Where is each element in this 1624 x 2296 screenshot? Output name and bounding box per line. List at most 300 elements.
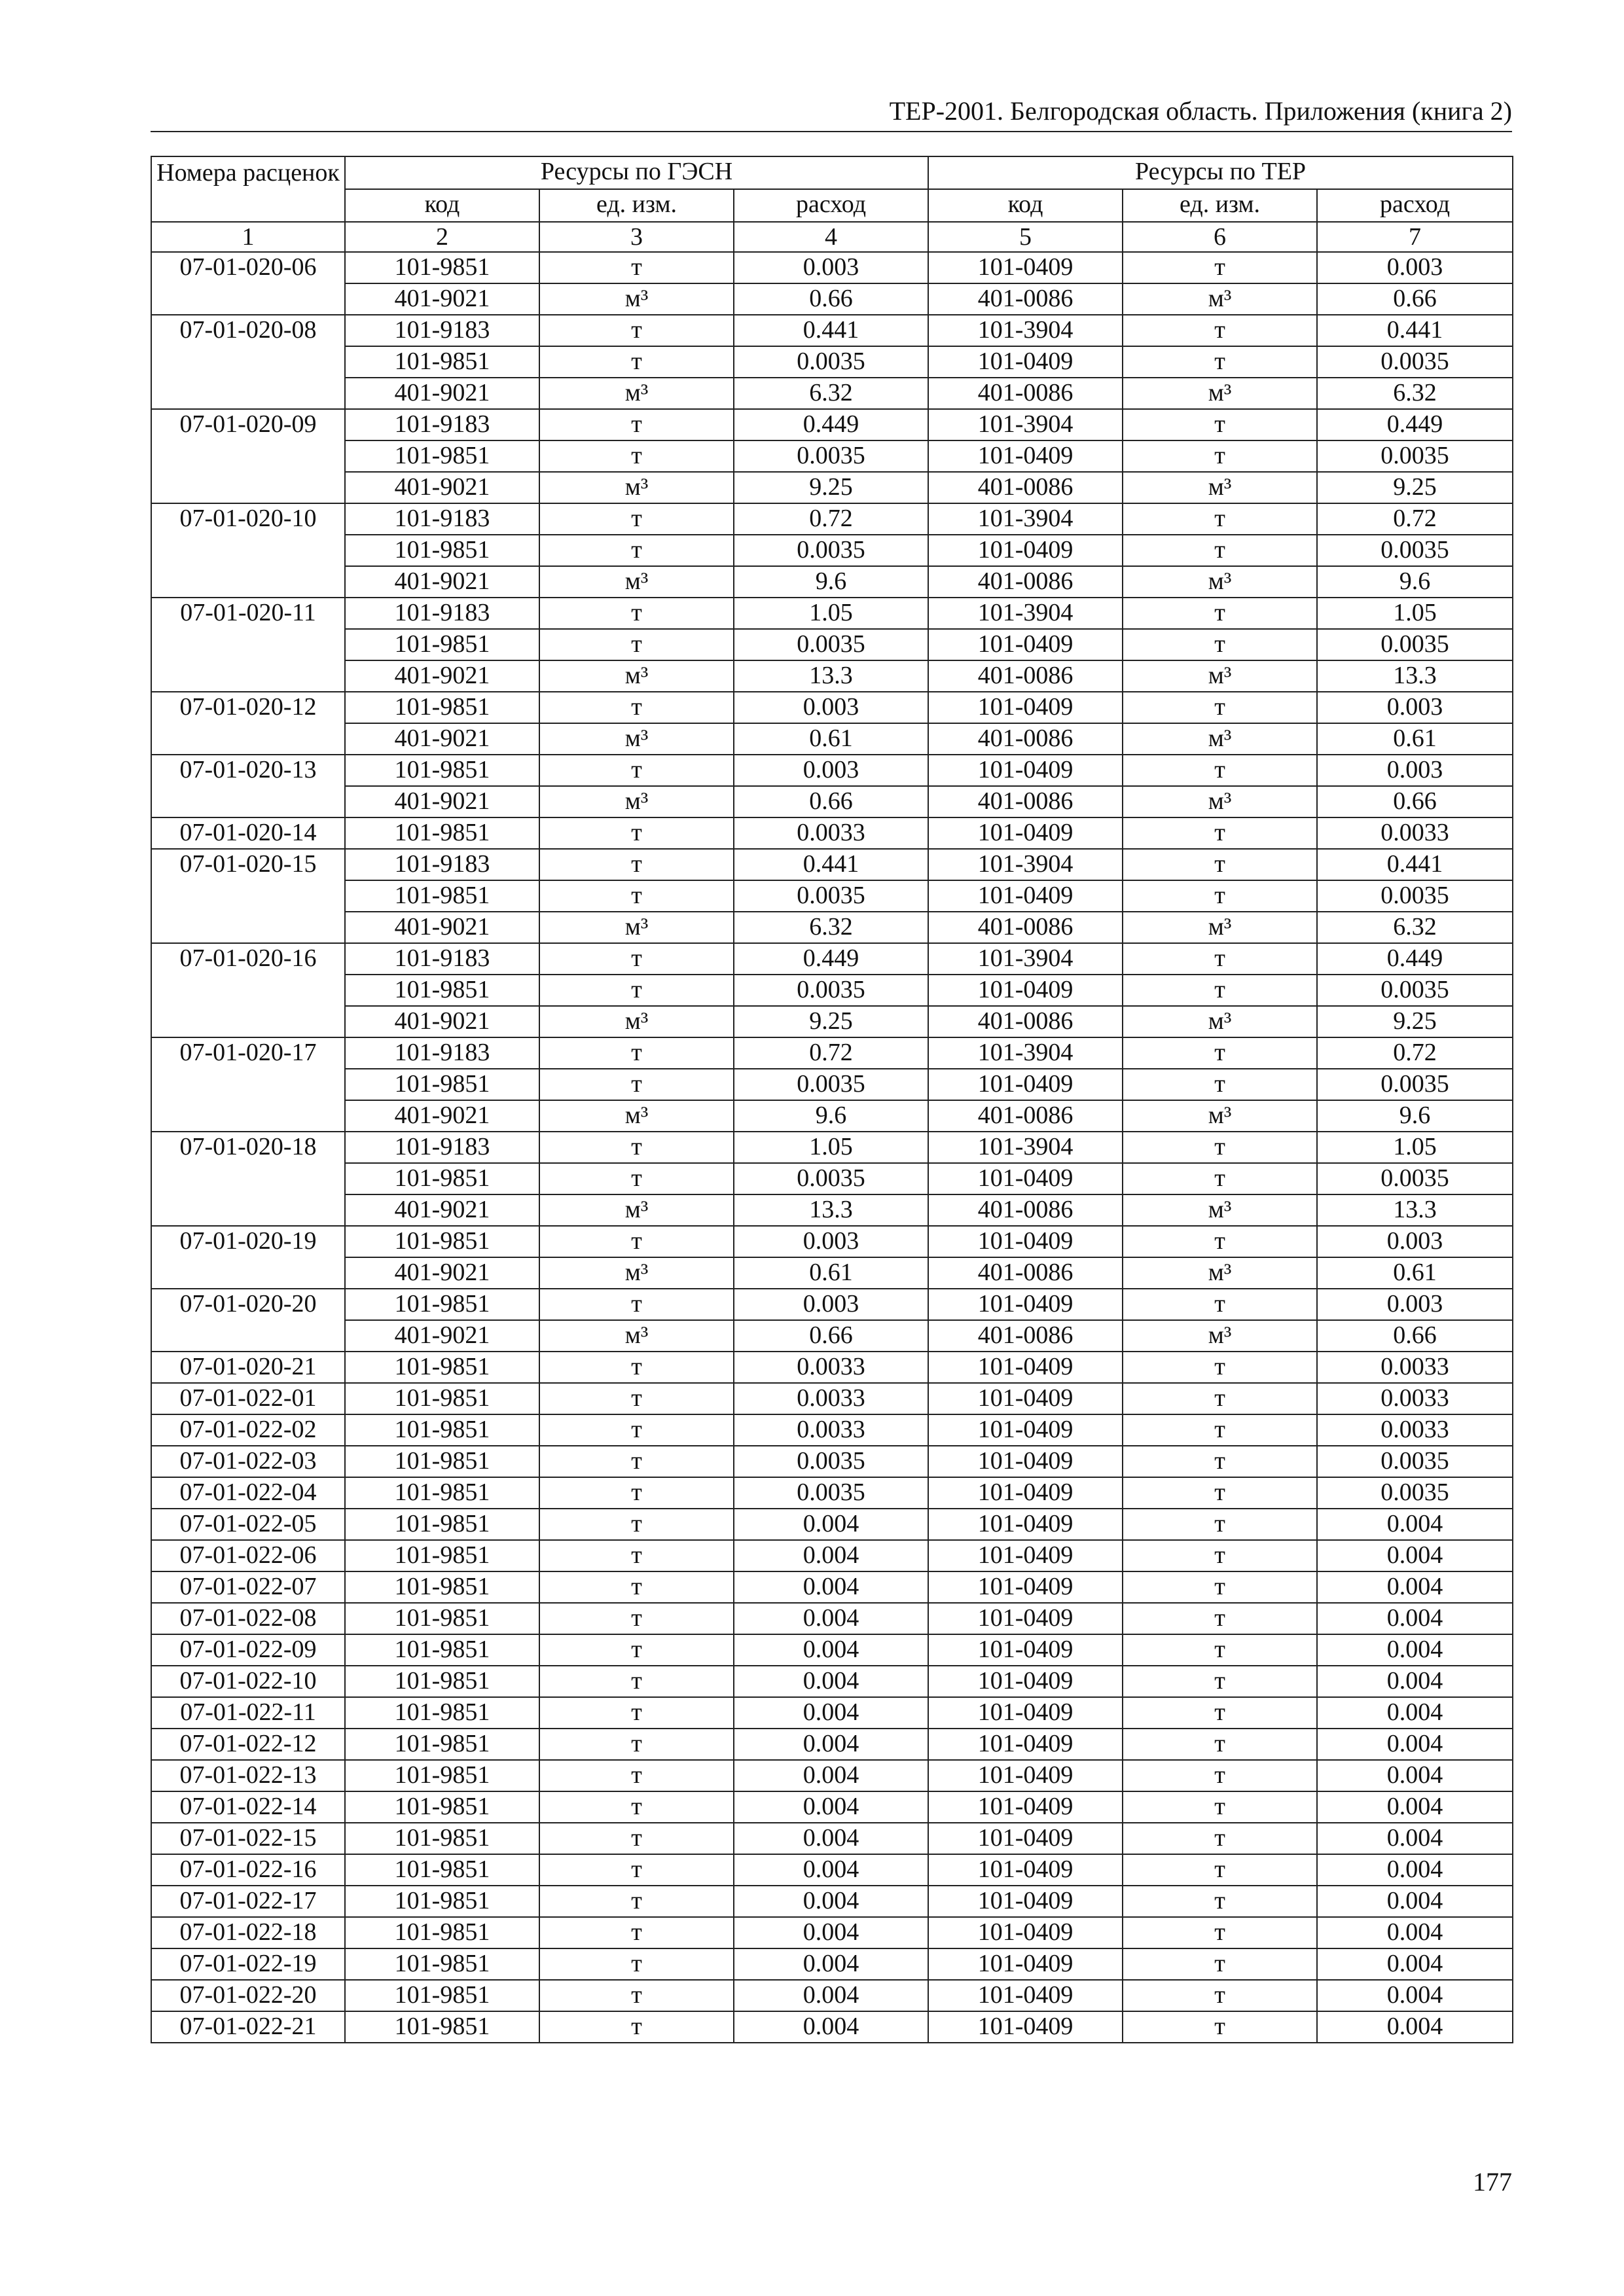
gesn-consumption-cell: 0.66	[734, 1320, 928, 1352]
table-row	[151, 1697, 1513, 1729]
ter-unit-cell: т	[1123, 1414, 1317, 1446]
rate-number-cell: 07-01-022-21	[151, 2011, 345, 2043]
gesn-consumption-cell: 0.004	[734, 2011, 928, 2043]
table-row	[151, 315, 1513, 346]
gesn-unit-cell: т	[539, 1729, 734, 1760]
ter-unit-cell: м³	[1123, 283, 1317, 315]
ter-consumption-cell: 0.0035	[1317, 346, 1513, 378]
ter-code-cell: 101-0409	[928, 1823, 1123, 1854]
rate-number-cell: 07-01-022-15	[151, 1823, 345, 1854]
gesn-code-cell: 101-9851	[345, 1917, 539, 1948]
gesn-consumption-cell: 0.0035	[734, 880, 928, 912]
gesn-code-cell: 401-9021	[345, 283, 539, 315]
gesn-code-cell: 101-9851	[345, 692, 539, 723]
rate-number-cell: 07-01-020-19	[151, 1226, 345, 1289]
rate-number-cell: 07-01-022-20	[151, 1980, 345, 2011]
ter-consumption-cell: 0.441	[1317, 315, 1513, 346]
gesn-unit-cell: т	[539, 409, 734, 440]
table-row	[151, 1917, 1513, 1948]
gesn-code-cell: 401-9021	[345, 1006, 539, 1037]
gesn-code-cell: 101-9851	[345, 1226, 539, 1257]
gesn-unit-cell: т	[539, 1634, 734, 1666]
ter-code-cell: 101-0409	[928, 1163, 1123, 1194]
rate-number-cell: 07-01-020-16	[151, 943, 345, 1037]
gesn-consumption-cell: 0.61	[734, 1257, 928, 1289]
gesn-consumption-cell: 0.004	[734, 1634, 928, 1666]
gesn-consumption-cell: 0.004	[734, 1729, 928, 1760]
gesn-unit-cell: т	[539, 880, 734, 912]
table-row	[151, 566, 1513, 598]
gesn-unit-cell: м³	[539, 1320, 734, 1352]
gesn-consumption-cell: 0.004	[734, 1540, 928, 1571]
gesn-consumption-cell: 6.32	[734, 912, 928, 943]
ter-unit-cell: т	[1123, 1446, 1317, 1477]
rate-number-cell: 07-01-020-14	[151, 817, 345, 849]
ter-unit-cell: т	[1123, 880, 1317, 912]
ter-consumption-cell: 0.0035	[1317, 1069, 1513, 1100]
gesn-unit-cell: т	[539, 1069, 734, 1100]
rate-number-cell: 07-01-020-12	[151, 692, 345, 755]
ter-unit-cell: м³	[1123, 378, 1317, 409]
table-row	[151, 1414, 1513, 1446]
ter-consumption-cell: 0.449	[1317, 943, 1513, 975]
ter-consumption-cell: 0.66	[1317, 1320, 1513, 1352]
ter-unit-cell: т	[1123, 1634, 1317, 1666]
ter-consumption-cell: 6.32	[1317, 378, 1513, 409]
ter-unit-cell: м³	[1123, 566, 1317, 598]
rate-number-cell: 07-01-022-11	[151, 1697, 345, 1729]
ter-code-cell: 101-3904	[928, 849, 1123, 880]
ter-consumption-cell: 0.0035	[1317, 1163, 1513, 1194]
ter-consumption-cell: 0.004	[1317, 1886, 1513, 1917]
ter-unit-cell: т	[1123, 252, 1317, 283]
ter-unit-cell: м³	[1123, 786, 1317, 817]
ter-unit-cell: м³	[1123, 912, 1317, 943]
gesn-unit-cell: т	[539, 1509, 734, 1540]
gesn-unit-cell: т	[539, 1540, 734, 1571]
gesn-consumption-cell: 0.004	[734, 1791, 928, 1823]
table-row	[151, 1760, 1513, 1791]
table-row	[151, 1823, 1513, 1854]
gesn-unit-cell: т	[539, 1289, 734, 1320]
gesn-consumption-cell: 0.004	[734, 1823, 928, 1854]
ter-unit-cell: т	[1123, 1791, 1317, 1823]
ter-unit-cell: т	[1123, 1980, 1317, 2011]
gesn-unit-cell: т	[539, 692, 734, 723]
rate-number-cell: 07-01-022-04	[151, 1477, 345, 1509]
gesn-unit-cell: т	[539, 943, 734, 975]
ter-unit-cell: т	[1123, 2011, 1317, 2043]
ter-consumption-cell: 0.449	[1317, 409, 1513, 440]
page-number: 177	[1473, 2167, 1512, 2197]
gesn-code-cell: 101-9851	[345, 1477, 539, 1509]
ter-consumption-cell: 0.004	[1317, 1634, 1513, 1666]
gesn-consumption-cell: 0.004	[734, 1886, 928, 1917]
gesn-code-cell: 101-9851	[345, 1854, 539, 1886]
ter-unit-cell: м³	[1123, 660, 1317, 692]
rate-number-cell: 07-01-022-03	[151, 1446, 345, 1477]
ter-consumption-cell: 0.72	[1317, 503, 1513, 535]
ter-code-cell: 101-0409	[928, 1226, 1123, 1257]
column-number: 4	[734, 222, 928, 252]
gesn-unit-cell: м³	[539, 378, 734, 409]
gesn-consumption-cell: 0.72	[734, 503, 928, 535]
table-row	[151, 598, 1513, 629]
table-body	[151, 156, 1513, 2043]
table-row	[151, 1037, 1513, 1069]
ter-consumption-cell: 0.004	[1317, 1666, 1513, 1697]
gesn-consumption-cell: 13.3	[734, 660, 928, 692]
column-number: 3	[539, 222, 734, 252]
gesn-consumption-cell: 13.3	[734, 1194, 928, 1226]
ter-consumption-cell: 0.0035	[1317, 629, 1513, 660]
gesn-code-cell: 401-9021	[345, 723, 539, 755]
gesn-consumption-cell: 0.441	[734, 315, 928, 346]
ter-consumption-cell: 0.66	[1317, 786, 1513, 817]
table-row	[151, 1383, 1513, 1414]
gesn-code-cell: 101-9851	[345, 535, 539, 566]
ter-consumption-cell: 1.05	[1317, 1132, 1513, 1163]
gesn-code-cell: 101-9851	[345, 1163, 539, 1194]
ter-code-cell: 401-0086	[928, 786, 1123, 817]
gesn-code-cell: 101-9851	[345, 817, 539, 849]
gesn-code-cell: 101-9851	[345, 1509, 539, 1540]
ter-unit-cell: т	[1123, 1603, 1317, 1634]
gesn-code-cell: 101-9851	[345, 1446, 539, 1477]
table-row	[151, 1886, 1513, 1917]
ter-code-cell: 101-0409	[928, 2011, 1123, 2043]
gesn-code-cell: 101-9183	[345, 849, 539, 880]
gesn-unit-cell: т	[539, 1666, 734, 1697]
gesn-unit-cell: т	[539, 1980, 734, 2011]
gesn-unit-cell: т	[539, 1352, 734, 1383]
ter-code-cell: 401-0086	[928, 472, 1123, 503]
table-header-row	[151, 156, 1513, 189]
ter-consumption-cell: 0.003	[1317, 692, 1513, 723]
ter-code-cell: 101-0409	[928, 1729, 1123, 1760]
table-row	[151, 378, 1513, 409]
ter-code-cell: 101-0409	[928, 1917, 1123, 1948]
gesn-consumption-cell: 0.004	[734, 1760, 928, 1791]
gesn-code-cell: 401-9021	[345, 1257, 539, 1289]
gesn-unit-cell: м³	[539, 566, 734, 598]
table-row	[151, 755, 1513, 786]
table-row	[151, 409, 1513, 440]
ter-code-cell: 401-0086	[928, 1257, 1123, 1289]
ter-unit-cell: т	[1123, 1697, 1317, 1729]
gesn-consumption-cell: 0.003	[734, 252, 928, 283]
gesn-code-cell: 101-9183	[345, 409, 539, 440]
ter-unit-cell: м³	[1123, 1100, 1317, 1132]
ter-unit-cell: т	[1123, 535, 1317, 566]
ter-consumption-cell: 0.004	[1317, 1854, 1513, 1886]
ter-consumption-cell: 0.004	[1317, 1540, 1513, 1571]
gesn-consumption-cell: 0.003	[734, 1226, 928, 1257]
gesn-consumption-cell: 0.0035	[734, 629, 928, 660]
ter-code-cell: 401-0086	[928, 378, 1123, 409]
rate-number-cell: 07-01-020-15	[151, 849, 345, 943]
ter-unit-cell: т	[1123, 503, 1317, 535]
ter-code-cell: 101-0409	[928, 1697, 1123, 1729]
gesn-unit-cell: т	[539, 1571, 734, 1603]
ter-consumption-cell: 0.004	[1317, 1823, 1513, 1854]
table-row	[151, 1980, 1513, 2011]
table-row	[151, 1163, 1513, 1194]
gesn-unit-cell: т	[539, 817, 734, 849]
gesn-consumption-cell: 0.0035	[734, 1069, 928, 1100]
ter-code-cell: 101-0409	[928, 1477, 1123, 1509]
rate-number-cell: 07-01-020-06	[151, 252, 345, 315]
gesn-code-cell: 101-9183	[345, 503, 539, 535]
ter-unit-cell: т	[1123, 755, 1317, 786]
gesn-code-cell: 101-9851	[345, 1948, 539, 1980]
gesn-code-cell: 401-9021	[345, 1194, 539, 1226]
gesn-code-cell: 101-9851	[345, 1980, 539, 2011]
ter-consumption-cell: 0.66	[1317, 283, 1513, 315]
gesn-consumption-cell: 0.003	[734, 1289, 928, 1320]
gesn-consumption-cell: 0.003	[734, 755, 928, 786]
column-number: 5	[928, 222, 1123, 252]
table-row	[151, 1320, 1513, 1352]
ter-code-cell: 401-0086	[928, 1194, 1123, 1226]
table-row	[151, 472, 1513, 503]
rate-number-cell: 07-01-020-21	[151, 1352, 345, 1383]
rate-number-cell: 07-01-020-13	[151, 755, 345, 817]
gesn-consumption-cell: 0.004	[734, 1854, 928, 1886]
table-row	[151, 629, 1513, 660]
ter-consumption-cell: 13.3	[1317, 660, 1513, 692]
gesn-consumption-cell: 0.0035	[734, 535, 928, 566]
header-ter-unit: ед. изм.	[1123, 189, 1317, 222]
gesn-consumption-cell: 0.72	[734, 1037, 928, 1069]
gesn-code-cell: 101-9851	[345, 755, 539, 786]
ter-code-cell: 101-0409	[928, 1886, 1123, 1917]
gesn-unit-cell: т	[539, 503, 734, 535]
ter-consumption-cell: 0.004	[1317, 1917, 1513, 1948]
gesn-unit-cell: т	[539, 1383, 734, 1414]
table-row	[151, 1194, 1513, 1226]
ter-code-cell: 101-0409	[928, 1383, 1123, 1414]
gesn-unit-cell: т	[539, 2011, 734, 2043]
gesn-unit-cell: т	[539, 1917, 734, 1948]
ter-unit-cell: т	[1123, 1917, 1317, 1948]
table-row	[151, 786, 1513, 817]
gesn-code-cell: 101-9851	[345, 1571, 539, 1603]
gesn-unit-cell: т	[539, 598, 734, 629]
gesn-consumption-cell: 0.441	[734, 849, 928, 880]
table-row	[151, 692, 1513, 723]
ter-unit-cell: т	[1123, 1823, 1317, 1854]
header-gesn-consumption: расход	[734, 189, 928, 222]
gesn-code-cell: 101-9851	[345, 252, 539, 283]
ter-code-cell: 401-0086	[928, 1320, 1123, 1352]
rate-number-cell: 07-01-022-06	[151, 1540, 345, 1571]
ter-code-cell: 101-0409	[928, 1948, 1123, 1980]
ter-consumption-cell: 0.004	[1317, 1729, 1513, 1760]
ter-code-cell: 101-0409	[928, 1791, 1123, 1823]
resource-table	[151, 156, 1513, 2043]
ter-unit-cell: т	[1123, 1886, 1317, 1917]
table-row	[151, 912, 1513, 943]
table-row	[151, 503, 1513, 535]
ter-consumption-cell: 1.05	[1317, 598, 1513, 629]
gesn-consumption-cell: 0.66	[734, 283, 928, 315]
ter-code-cell: 101-0409	[928, 817, 1123, 849]
ter-code-cell: 101-0409	[928, 1980, 1123, 2011]
ter-consumption-cell: 9.6	[1317, 566, 1513, 598]
gesn-code-cell: 101-9851	[345, 1791, 539, 1823]
gesn-code-cell: 101-9183	[345, 1132, 539, 1163]
table-row	[151, 817, 1513, 849]
ter-unit-cell: м³	[1123, 472, 1317, 503]
gesn-unit-cell: т	[539, 629, 734, 660]
gesn-consumption-cell: 9.6	[734, 1100, 928, 1132]
gesn-code-cell: 401-9021	[345, 378, 539, 409]
ter-unit-cell: т	[1123, 1163, 1317, 1194]
gesn-code-cell: 101-9851	[345, 1823, 539, 1854]
gesn-code-cell: 401-9021	[345, 472, 539, 503]
gesn-consumption-cell: 9.6	[734, 566, 928, 598]
table-row	[151, 252, 1513, 283]
ter-consumption-cell: 0.72	[1317, 1037, 1513, 1069]
gesn-consumption-cell: 0.66	[734, 786, 928, 817]
rate-number-cell: 07-01-022-08	[151, 1603, 345, 1634]
ter-code-cell: 101-0409	[928, 1540, 1123, 1571]
ter-unit-cell: т	[1123, 1760, 1317, 1791]
gesn-code-cell: 101-9851	[345, 1634, 539, 1666]
gesn-unit-cell: т	[539, 346, 734, 378]
ter-code-cell: 401-0086	[928, 660, 1123, 692]
table-row	[151, 660, 1513, 692]
ter-code-cell: 101-0409	[928, 1760, 1123, 1791]
gesn-code-cell: 401-9021	[345, 912, 539, 943]
ter-code-cell: 101-3904	[928, 503, 1123, 535]
gesn-code-cell: 101-9851	[345, 880, 539, 912]
header-gesn-unit: ед. изм.	[539, 189, 734, 222]
gesn-consumption-cell: 0.0033	[734, 1352, 928, 1383]
gesn-code-cell: 101-9851	[345, 1886, 539, 1917]
rate-number-cell: 07-01-022-18	[151, 1917, 345, 1948]
ter-unit-cell: т	[1123, 1069, 1317, 1100]
gesn-consumption-cell: 9.25	[734, 472, 928, 503]
ter-code-cell: 101-0409	[928, 755, 1123, 786]
ter-consumption-cell: 0.0033	[1317, 1383, 1513, 1414]
rate-number-cell: 07-01-022-02	[151, 1414, 345, 1446]
ter-code-cell: 101-0409	[928, 1509, 1123, 1540]
ter-unit-cell: т	[1123, 409, 1317, 440]
table-row	[151, 1729, 1513, 1760]
gesn-unit-cell: м³	[539, 472, 734, 503]
ter-code-cell: 401-0086	[928, 566, 1123, 598]
ter-unit-cell: т	[1123, 1477, 1317, 1509]
ter-code-cell: 101-0409	[928, 1603, 1123, 1634]
table-subheader-row	[151, 189, 1513, 222]
ter-consumption-cell: 0.004	[1317, 1948, 1513, 1980]
gesn-unit-cell: т	[539, 252, 734, 283]
gesn-code-cell: 101-9851	[345, 1760, 539, 1791]
column-number: 2	[345, 222, 539, 252]
gesn-consumption-cell: 0.0033	[734, 1383, 928, 1414]
ter-consumption-cell: 0.004	[1317, 2011, 1513, 2043]
ter-code-cell: 101-0409	[928, 1571, 1123, 1603]
ter-unit-cell: м³	[1123, 723, 1317, 755]
gesn-code-cell: 101-9183	[345, 315, 539, 346]
gesn-unit-cell: м³	[539, 1257, 734, 1289]
table-row	[151, 1352, 1513, 1383]
ter-code-cell: 101-0409	[928, 252, 1123, 283]
ter-consumption-cell: 0.004	[1317, 1603, 1513, 1634]
column-number: 1	[151, 222, 345, 252]
table-row	[151, 1634, 1513, 1666]
gesn-unit-cell: м³	[539, 1194, 734, 1226]
ter-unit-cell: т	[1123, 598, 1317, 629]
rate-number-cell: 07-01-022-09	[151, 1634, 345, 1666]
gesn-consumption-cell: 6.32	[734, 378, 928, 409]
ter-unit-cell: т	[1123, 629, 1317, 660]
table-row	[151, 880, 1513, 912]
table-row	[151, 440, 1513, 472]
ter-consumption-cell: 0.61	[1317, 1257, 1513, 1289]
gesn-unit-cell: м³	[539, 912, 734, 943]
gesn-code-cell: 401-9021	[345, 660, 539, 692]
ter-unit-cell: т	[1123, 692, 1317, 723]
ter-unit-cell: т	[1123, 440, 1317, 472]
ter-code-cell: 101-0409	[928, 440, 1123, 472]
gesn-code-cell: 101-9851	[345, 1729, 539, 1760]
ter-consumption-cell: 0.0035	[1317, 1477, 1513, 1509]
ter-code-cell: 101-0409	[928, 1854, 1123, 1886]
ter-consumption-cell: 0.003	[1317, 755, 1513, 786]
ter-code-cell: 101-3904	[928, 315, 1123, 346]
table-row	[151, 535, 1513, 566]
rate-number-cell: 07-01-020-17	[151, 1037, 345, 1132]
ter-consumption-cell: 0.0033	[1317, 1352, 1513, 1383]
ter-consumption-cell: 0.0033	[1317, 1414, 1513, 1446]
table-row	[151, 1854, 1513, 1886]
table-row	[151, 1226, 1513, 1257]
gesn-consumption-cell: 0.0033	[734, 1414, 928, 1446]
ter-code-cell: 101-0409	[928, 1666, 1123, 1697]
header-ter-consumption: расход	[1317, 189, 1513, 222]
table-row	[151, 1257, 1513, 1289]
gesn-code-cell: 101-9851	[345, 1289, 539, 1320]
gesn-unit-cell: т	[539, 975, 734, 1006]
table-row	[151, 1100, 1513, 1132]
gesn-code-cell: 101-9851	[345, 2011, 539, 2043]
ter-unit-cell: т	[1123, 315, 1317, 346]
gesn-code-cell: 101-9851	[345, 440, 539, 472]
rate-number-cell: 07-01-022-12	[151, 1729, 345, 1760]
gesn-unit-cell: т	[539, 1854, 734, 1886]
ter-consumption-cell: 0.0035	[1317, 880, 1513, 912]
ter-unit-cell: т	[1123, 1948, 1317, 1980]
gesn-consumption-cell: 0.004	[734, 1948, 928, 1980]
gesn-unit-cell: т	[539, 1163, 734, 1194]
ter-code-cell: 101-0409	[928, 1446, 1123, 1477]
gesn-code-cell: 101-9851	[345, 1352, 539, 1383]
ter-code-cell: 101-0409	[928, 692, 1123, 723]
ter-consumption-cell: 0.61	[1317, 723, 1513, 755]
gesn-unit-cell: т	[539, 1791, 734, 1823]
gesn-unit-cell: т	[539, 1226, 734, 1257]
header-rule	[151, 131, 1512, 132]
rate-number-cell: 07-01-022-05	[151, 1509, 345, 1540]
gesn-consumption-cell: 0.004	[734, 1917, 928, 1948]
table-row	[151, 1666, 1513, 1697]
ter-consumption-cell: 0.0033	[1317, 817, 1513, 849]
ter-consumption-cell: 0.004	[1317, 1980, 1513, 2011]
ter-code-cell: 401-0086	[928, 723, 1123, 755]
